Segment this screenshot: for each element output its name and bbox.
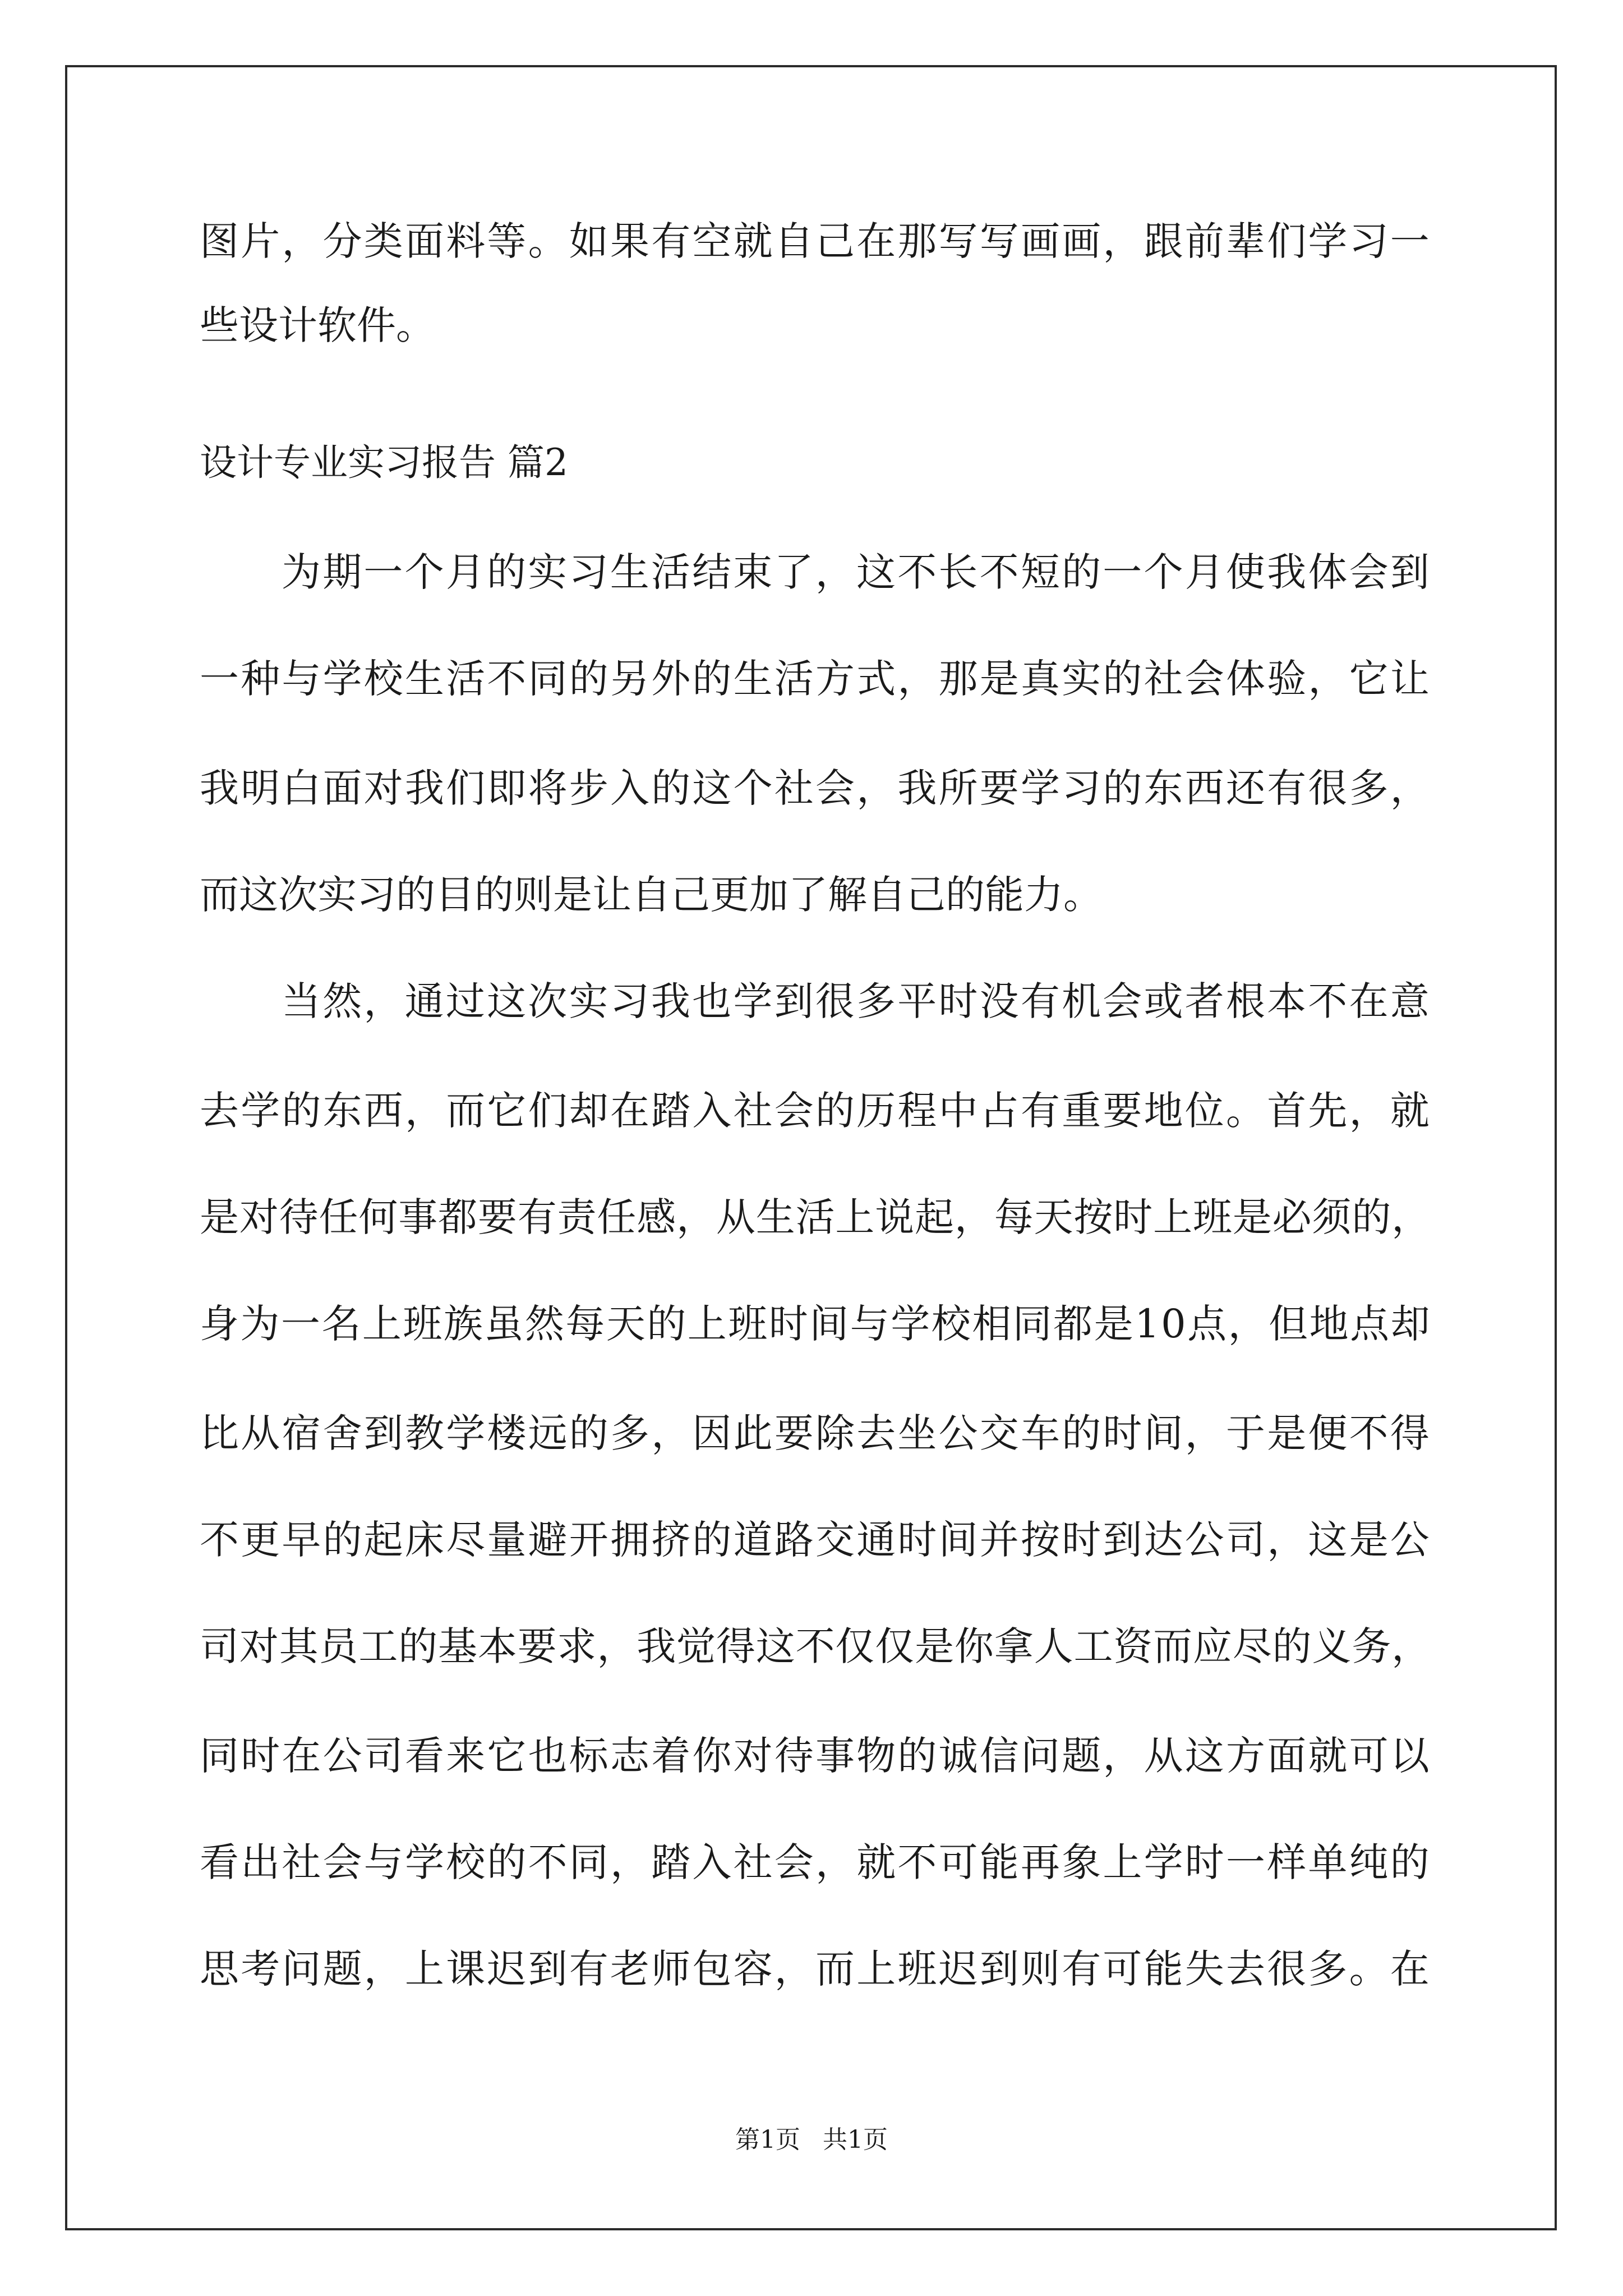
body-line: 是对待任何事都要有责任感，从生活上说起，每天按时上班是必须的， — [200, 1194, 1431, 1240]
body-line: 一种与学校生活不同的另外的生活方式，那是真实的社会体验，它让 — [200, 656, 1431, 702]
body-line: 不更早的起床尽量避开拥挤的道路交通时间并按时到达公司，这是公 — [200, 1517, 1431, 1563]
page-footer — [0, 2126, 1623, 2154]
page-border — [65, 65, 1557, 2230]
body-line: 为期一个月的实习生活结束了，这不长不短的一个月使我体会到 — [282, 549, 1431, 595]
section-heading: 设计专业实习报告 篇2 — [200, 441, 568, 484]
body-line: 去学的东西，而它们却在踏入社会的历程中占有重要地位。首先，就 — [200, 1088, 1431, 1134]
body-line: 些设计软件。 — [200, 302, 435, 348]
body-line: 同时在公司看来它也标志着你对待事物的诚信问题，从这方面就可以 — [200, 1733, 1431, 1779]
body-line: 我明白面对我们即将步入的这个社会，我所要学习的东西还有很多， — [200, 765, 1431, 811]
page-total: 共1页 — [823, 2125, 888, 2154]
page-number: 第1页 — [735, 2125, 800, 2154]
body-line: 身为一名上班族虽然每天的上班时间与学校相同都是10点，但地点却 — [200, 1301, 1432, 1347]
body-line: 比从宿舍到教学楼远的多，因此要除去坐公交车的时间，于是便不得 — [200, 1410, 1431, 1456]
body-line: 图片，分类面料等。如果有空就自己在那写写画画，跟前辈们学习一 — [200, 218, 1431, 264]
body-line: 司对其员工的基本要求，我觉得这不仅仅是你拿人工资而应尽的义务， — [200, 1623, 1431, 1669]
body-line: 看出社会与学校的不同，踏入社会，就不可能再象上学时一样单纯的 — [200, 1839, 1431, 1885]
body-line: 思考问题，上课迟到有老师包容，而上班迟到则有可能失去很多。在 — [200, 1946, 1431, 1992]
body-line: 而这次实习的目的则是让自己更加了解自己的能力。 — [200, 872, 1103, 918]
body-line: 当然，通过这次实习我也学到很多平时没有机会或者根本不在意 — [282, 978, 1431, 1024]
